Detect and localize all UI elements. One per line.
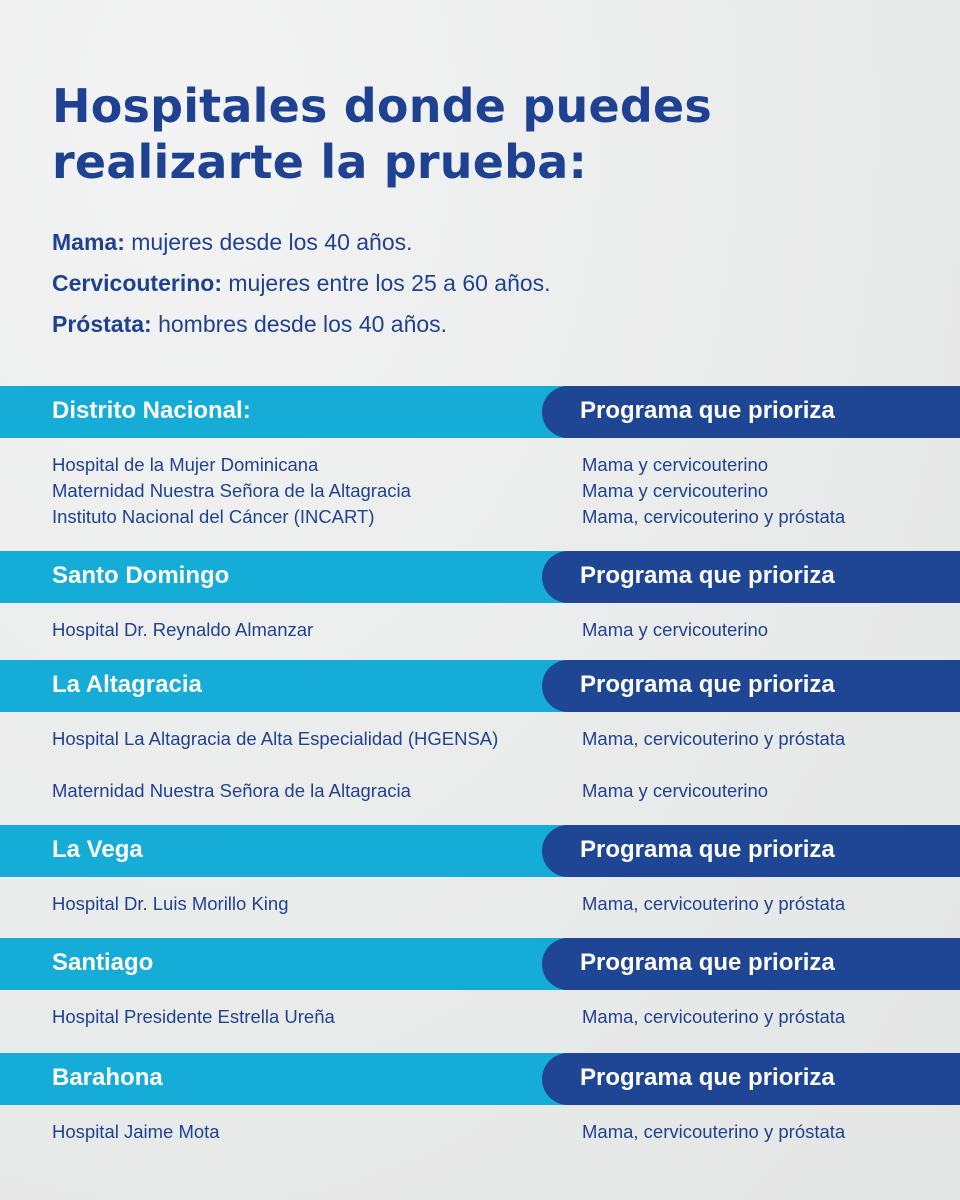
criteria-prostata: [52, 304, 912, 345]
section-header-band: [0, 660, 960, 712]
criteria-cervicouterino: [52, 263, 912, 304]
hospital-row: [0, 1119, 960, 1145]
criteria-text: mujeres desde los 40 años.: [124, 229, 413, 255]
criteria-label: Cervicouterino:: [52, 270, 222, 296]
hospital-row: [0, 617, 960, 643]
hospital-row: [0, 778, 960, 804]
hospital-list: [0, 603, 960, 643]
hospital-program: Mama y cervicouterino: [582, 480, 769, 501]
hospital-name: Maternidad Nuestra Señora de la Altagracia: [52, 480, 411, 501]
hospital-program: Mama, cervicouterino y próstata: [582, 1006, 846, 1027]
region-name: Barahona: [52, 1064, 163, 1091]
hospital-name: Hospital Dr. Luis Morillo King: [52, 893, 289, 914]
region-name: Santo Domingo: [52, 562, 230, 589]
hospital-row: [0, 504, 960, 530]
hospital-row: [0, 1004, 960, 1030]
section-header-band: [0, 551, 960, 603]
section-header-band: [0, 938, 960, 990]
program-header-pill: [542, 1053, 960, 1105]
hospital-program: Mama y cervicouterino: [582, 619, 769, 640]
hospital-row: [0, 726, 960, 778]
title-line-1: Hospitales donde puedes: [52, 79, 712, 133]
program-header-label: Programa que prioriza: [580, 949, 835, 976]
section-santiago: [0, 938, 960, 1030]
program-header-pill: [542, 825, 960, 877]
page-title: [52, 78, 912, 190]
hospital-name: Hospital de la Mujer Dominicana: [52, 454, 319, 475]
section-header-band: [0, 825, 960, 877]
criteria-mama: [52, 222, 912, 263]
program-header-label: Programa que prioriza: [580, 836, 835, 863]
hospital-name: Maternidad Nuestra Señora de la Altagracia: [52, 780, 411, 801]
hospital-list: [0, 877, 960, 917]
program-header-label: Programa que prioriza: [580, 671, 835, 698]
hospital-name: Hospital Jaime Mota: [52, 1121, 220, 1142]
hospital-name: Instituto Nacional del Cáncer (INCART): [52, 506, 375, 527]
program-header-pill: [542, 938, 960, 990]
hospital-program: Mama y cervicouterino: [582, 780, 769, 801]
section-barahona: [0, 1053, 960, 1145]
program-header-pill: [542, 386, 960, 438]
section-la-altagracia: [0, 660, 960, 804]
hospital-program: Mama, cervicouterino y próstata: [582, 506, 846, 527]
section-santo-domingo: [0, 551, 960, 643]
program-header-pill: [542, 660, 960, 712]
hospital-name: Hospital Dr. Reynaldo Almanzar: [52, 619, 314, 640]
criteria-text: hombres desde los 40 años.: [151, 311, 448, 337]
criteria-label: Próstata:: [52, 311, 152, 337]
hospital-program: Mama, cervicouterino y próstata: [582, 728, 846, 749]
hospital-list: [0, 712, 960, 804]
section-header-band: [0, 386, 960, 438]
criteria-text: mujeres entre los 25 a 60 años.: [221, 270, 551, 296]
section-header-band: [0, 1053, 960, 1105]
program-header-label: Programa que prioriza: [580, 562, 835, 589]
eligibility-criteria: [52, 222, 912, 345]
hospital-list: [0, 1105, 960, 1145]
hospital-list: [0, 990, 960, 1030]
section-distrito-nacional: [0, 386, 960, 530]
hospital-program: Mama, cervicouterino y próstata: [582, 1121, 846, 1142]
region-name: La Vega: [52, 836, 143, 863]
hospital-row: [0, 891, 960, 917]
hospital-row: [0, 452, 960, 478]
hospital-program: Mama, cervicouterino y próstata: [582, 893, 846, 914]
region-name: Santiago: [52, 949, 154, 976]
hospital-row: [0, 478, 960, 504]
hospital-name: Hospital Presidente Estrella Ureña: [52, 1006, 335, 1027]
program-header-pill: [542, 551, 960, 603]
section-la-vega: [0, 825, 960, 917]
hospital-list: [0, 438, 960, 530]
hospital-program: Mama y cervicouterino: [582, 454, 769, 475]
region-name: La Altagracia: [52, 671, 202, 698]
hospital-name: Hospital La Altagracia de Alta Especialidad (HGENSA): [52, 728, 499, 749]
region-name: Distrito Nacional:: [52, 397, 251, 424]
criteria-label: Mama:: [52, 229, 125, 255]
program-header-label: Programa que prioriza: [580, 397, 835, 424]
program-header-label: Programa que prioriza: [580, 1064, 835, 1091]
title-line-2: realizarte la prueba:: [52, 135, 588, 189]
